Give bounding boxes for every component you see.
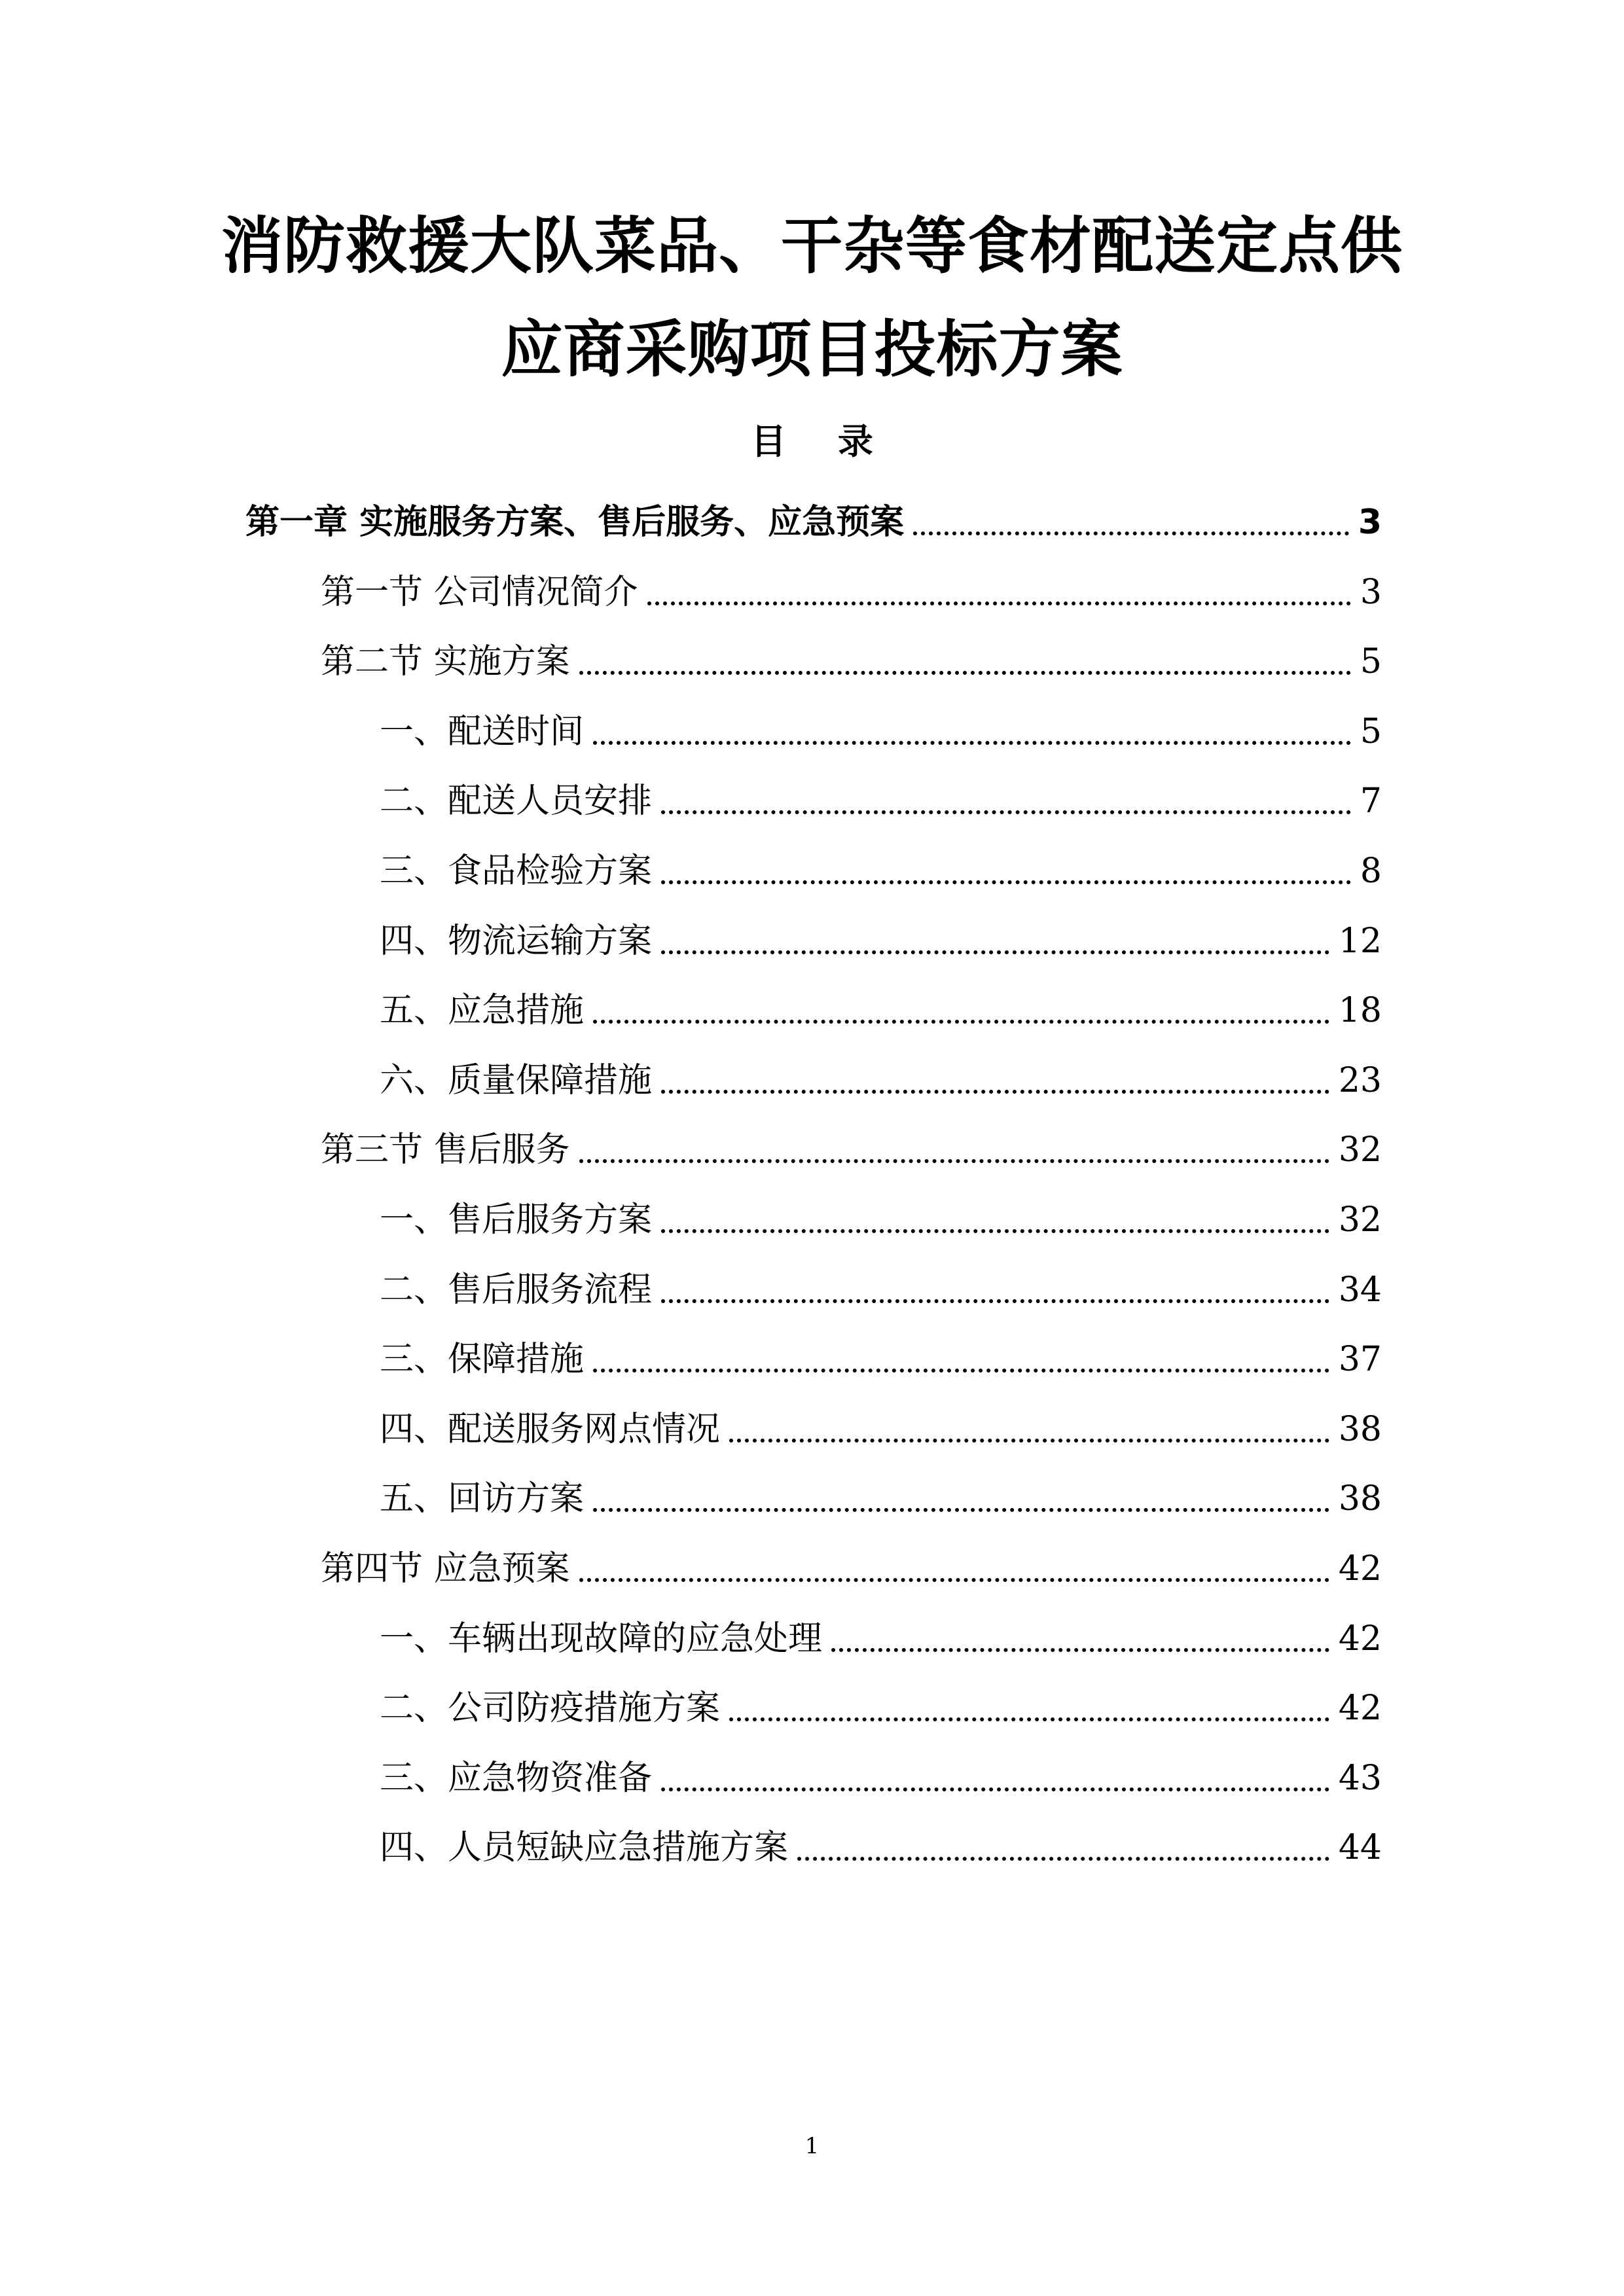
- toc-entry-label: 三、食品检验方案: [380, 852, 653, 891]
- toc-entry-page: 3: [1360, 573, 1382, 612]
- toc-entry-page: 44: [1338, 1828, 1382, 1867]
- toc-dot-leader: [661, 1194, 1329, 1246]
- toc-entry-label: 二、售后服务流程: [380, 1270, 653, 1310]
- toc-entry-label: 一、售后服务方案: [380, 1200, 653, 1240]
- toc-entry-label: 第四节 应急预案: [321, 1549, 570, 1588]
- toc-entry[interactable]: [380, 706, 1382, 758]
- toc-dot-leader: [661, 845, 1351, 897]
- toc-dot-leader: [729, 1682, 1329, 1734]
- toc-entry[interactable]: [380, 984, 1382, 1037]
- toc-entry[interactable]: [321, 566, 1382, 619]
- toc-entry[interactable]: [321, 636, 1382, 688]
- toc-entry[interactable]: [380, 1752, 1382, 1804]
- toc-entry-label: 四、人员短缺应急措施方案: [380, 1828, 789, 1867]
- toc-entry-label: 三、应急物资准备: [380, 1759, 653, 1798]
- toc-dot-leader: [661, 915, 1329, 967]
- toc-entry-page: 34: [1338, 1270, 1382, 1310]
- toc-dot-leader: [661, 1054, 1329, 1107]
- toc-dot-leader: [593, 984, 1329, 1037]
- toc-entry-label: 二、配送人员安排: [380, 781, 653, 821]
- document-title-line-1: 消防救援大队菜品、干杂等食材配送定点供: [221, 211, 1403, 282]
- toc-entry[interactable]: [380, 1682, 1382, 1734]
- toc-dot-leader: [579, 1124, 1329, 1176]
- toc-entry-label: 一、车辆出现故障的应急处理: [380, 1619, 823, 1659]
- page-number: 1: [804, 2133, 820, 2159]
- toc-dot-leader: [593, 1333, 1329, 1386]
- toc-entry-label: 第三节 售后服务: [321, 1130, 570, 1170]
- toc-dot-leader: [593, 706, 1351, 758]
- toc-entry-label: 一、配送时间: [380, 712, 585, 751]
- toc-entry-page: 32: [1338, 1200, 1382, 1240]
- toc-dot-leader: [661, 1264, 1329, 1316]
- toc-entry[interactable]: [380, 1264, 1382, 1316]
- toc-entry-label: 第一节 公司情况简介: [321, 573, 638, 612]
- toc-entry[interactable]: [380, 1403, 1382, 1456]
- toc-entry-label: 五、应急措施: [380, 991, 585, 1030]
- toc-dot-leader: [661, 1752, 1329, 1804]
- toc-entry[interactable]: [380, 1821, 1382, 1874]
- toc-entry-label: 三、保障措施: [380, 1340, 585, 1379]
- toc-entry-page: 18: [1338, 991, 1382, 1030]
- toc-entry[interactable]: [380, 845, 1382, 897]
- toc-entry-page: 32: [1338, 1130, 1382, 1170]
- toc-dot-leader: [831, 1613, 1329, 1665]
- toc-entry-page: 7: [1360, 781, 1382, 821]
- toc-entry-page: 23: [1338, 1061, 1382, 1100]
- toc-entry[interactable]: [380, 1054, 1382, 1107]
- toc-entry-label: 六、质量保障措施: [380, 1061, 653, 1100]
- document-title-line-2: 应商采购项目投标方案: [501, 314, 1123, 386]
- toc-entry-page: 5: [1360, 642, 1382, 681]
- toc-entry-page: 43: [1338, 1759, 1382, 1798]
- toc-dot-leader: [579, 636, 1351, 688]
- toc-entry-label: 第二节 实施方案: [321, 642, 570, 681]
- toc-entry-page: 38: [1338, 1479, 1382, 1518]
- toc-dot-leader: [579, 1543, 1329, 1595]
- toc-dot-leader: [729, 1403, 1329, 1456]
- toc-entry[interactable]: [380, 1613, 1382, 1665]
- toc-entry-page: 3: [1358, 503, 1382, 542]
- toc-entry[interactable]: [321, 1124, 1382, 1176]
- toc-dot-leader: [661, 775, 1351, 827]
- toc-entry[interactable]: [380, 1473, 1382, 1525]
- toc-entry-page: 42: [1338, 1619, 1382, 1659]
- toc-dot-leader: [647, 566, 1351, 619]
- toc-entry-page: 5: [1360, 712, 1382, 751]
- toc-entry[interactable]: [380, 915, 1382, 967]
- toc-entry-page: 38: [1338, 1410, 1382, 1449]
- toc-dot-leader: [593, 1473, 1329, 1525]
- toc-entry[interactable]: [380, 1333, 1382, 1386]
- toc-heading: 目 录: [751, 421, 893, 462]
- toc-entry-page: 37: [1338, 1340, 1382, 1379]
- toc-entry[interactable]: [321, 1543, 1382, 1595]
- toc-entry-label: 五、回访方案: [380, 1479, 585, 1518]
- toc-entry-label: 第一章 实施服务方案、售后服务、应急预案: [245, 503, 905, 542]
- toc-dot-leader: [797, 1821, 1329, 1874]
- toc-entry-label: 四、物流运输方案: [380, 922, 653, 961]
- toc-entry-label: 二、公司防疫措施方案: [380, 1689, 721, 1728]
- toc-entry[interactable]: [380, 775, 1382, 827]
- toc-entry-page: 42: [1338, 1689, 1382, 1728]
- toc-entry[interactable]: [245, 496, 1382, 548]
- toc-entry-label: 四、配送服务网点情况: [380, 1410, 721, 1449]
- toc-entry[interactable]: [380, 1194, 1382, 1246]
- toc-entry-page: 12: [1338, 922, 1382, 961]
- toc-entry-page: 42: [1338, 1549, 1382, 1588]
- toc-entry-page: 8: [1360, 852, 1382, 891]
- toc-dot-leader: [913, 496, 1349, 548]
